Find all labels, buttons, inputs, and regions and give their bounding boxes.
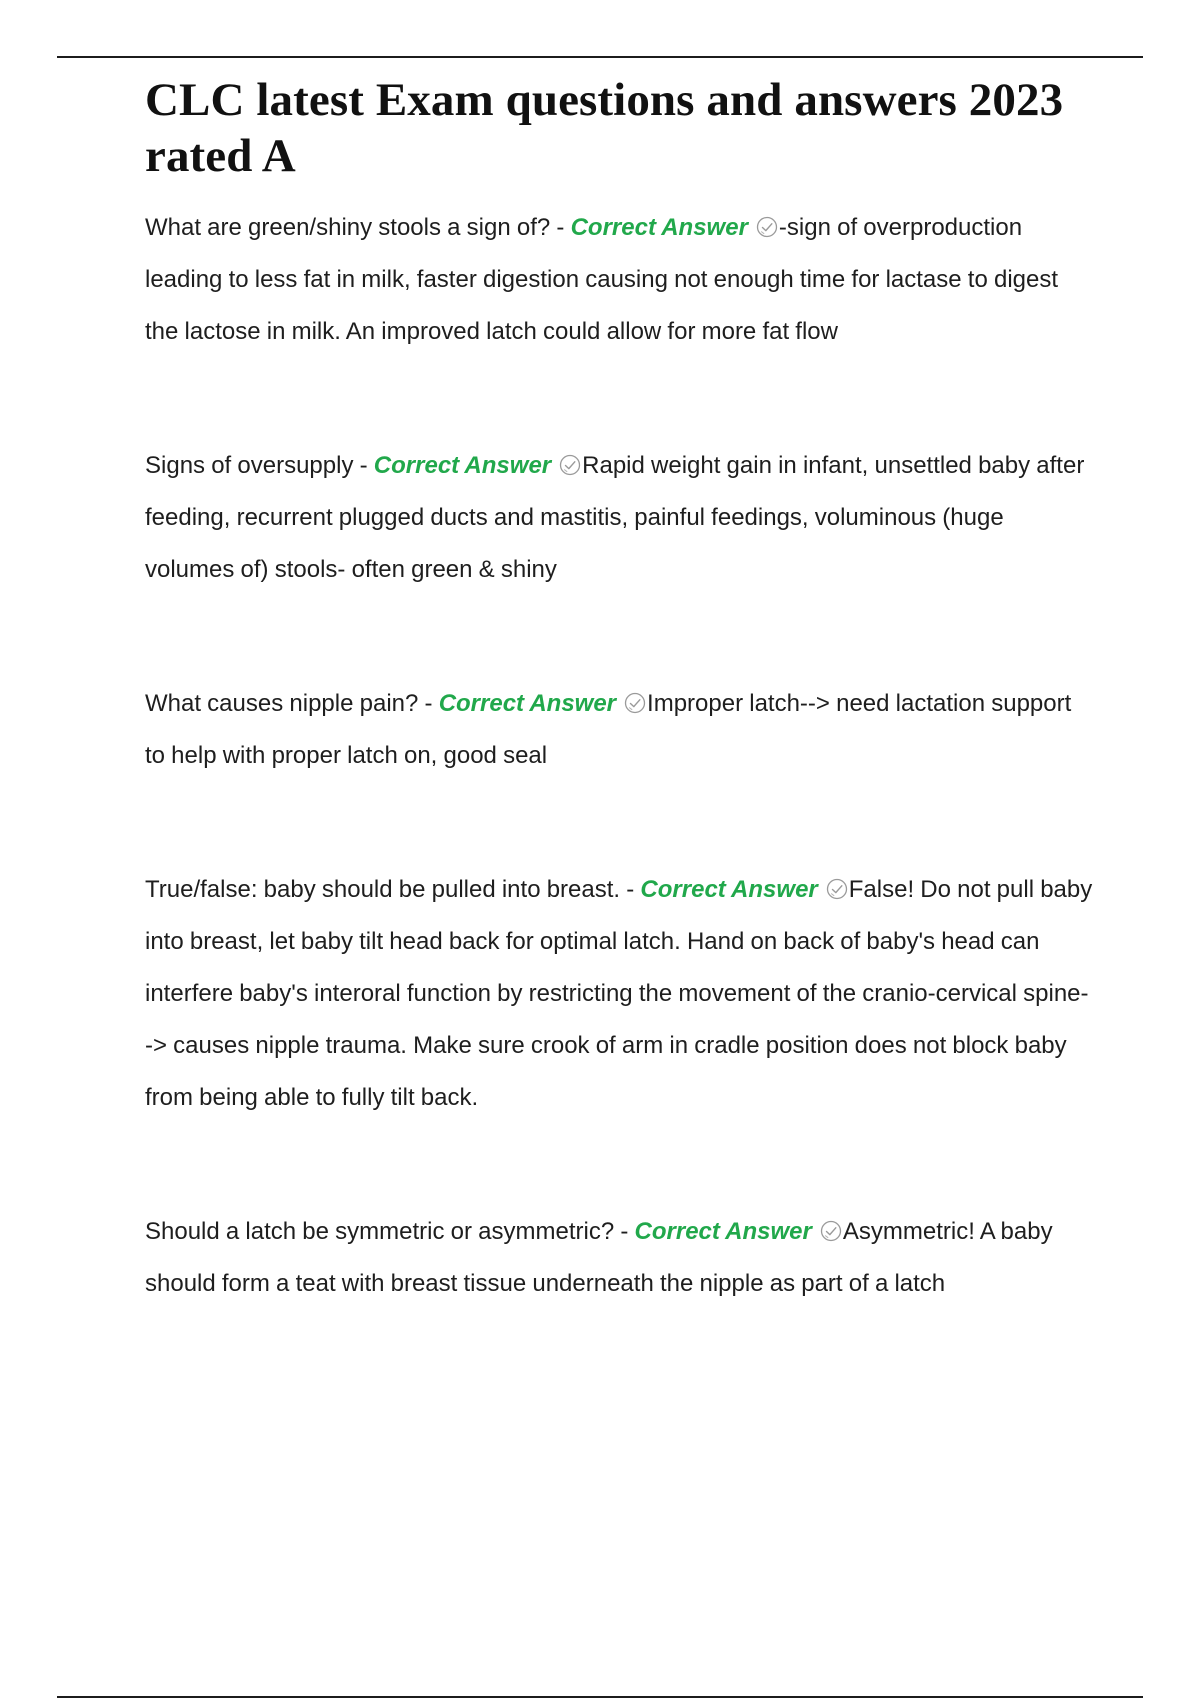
question-text: Signs of oversupply — [145, 452, 354, 479]
answer-text: False! Do not pull baby into breast, let baby tilt head back for optimal latch. Hand on back of baby's head can interfere baby's interoral function by restricting the movement of the cranio-cervical spine--> causes nipple trauma. Make sure crook of arm in cradle position does not block baby from being able to fully tilt back. — [145, 876, 1093, 1111]
correct-answer-label: Correct Answer — [640, 876, 818, 903]
correct-answer-label: Correct Answer — [373, 452, 552, 479]
answer-text: -sign of overproduction leading to less fat in milk, faster digestion causing not enough time for lactase to digest the lactose in milk. An improved latch could allow for more fat flow — [145, 214, 1059, 345]
question-text: What causes nipple pain? — [145, 690, 419, 717]
qa-item — [145, 1206, 1095, 1310]
question-text: Should a latch be symmetric or asymmetric? — [145, 1218, 615, 1245]
check-circle-icon — [624, 692, 646, 714]
answer-text: Rapid weight gain in infant, unsettled baby after feeding, recurrent plugged ducts and mastitis, painful feedings, voluminous (huge volumes of) stools- often green & shiny — [145, 452, 1085, 583]
qa-item — [145, 678, 1095, 782]
separator: - — [424, 690, 433, 717]
answer-text: Improper latch--> need lactation support to help with proper latch on, good seal — [145, 690, 1072, 769]
separator: - — [556, 214, 565, 241]
check-circle-icon — [559, 454, 581, 476]
answer-text: Asymmetric! A baby should form a teat with breast tissue underneath the nipple as part of a latch — [145, 1218, 1053, 1297]
correct-answer-label: Correct Answer — [438, 690, 617, 717]
top-rule — [57, 56, 1143, 58]
document-title: CLC latest Exam questions and answers 2023 rated A — [145, 74, 1064, 182]
separator: - — [626, 876, 635, 903]
qa-item — [145, 440, 1095, 596]
check-circle-icon — [826, 878, 848, 900]
question-text: What are green/shiny stools a sign of? — [145, 214, 551, 241]
document-body — [145, 72, 1095, 1310]
qa-item — [145, 864, 1095, 1124]
separator: - — [359, 452, 368, 479]
correct-answer-label: Correct Answer — [634, 1218, 812, 1245]
question-text: True/false: baby should be pulled into breast. — [145, 876, 621, 903]
separator: - — [620, 1218, 629, 1245]
bottom-rule — [57, 1696, 1143, 1698]
check-circle-icon — [756, 216, 778, 238]
correct-answer-label: Correct Answer — [570, 214, 748, 241]
check-circle-icon — [820, 1220, 842, 1242]
qa-list — [145, 202, 1095, 1310]
qa-item — [145, 202, 1095, 358]
